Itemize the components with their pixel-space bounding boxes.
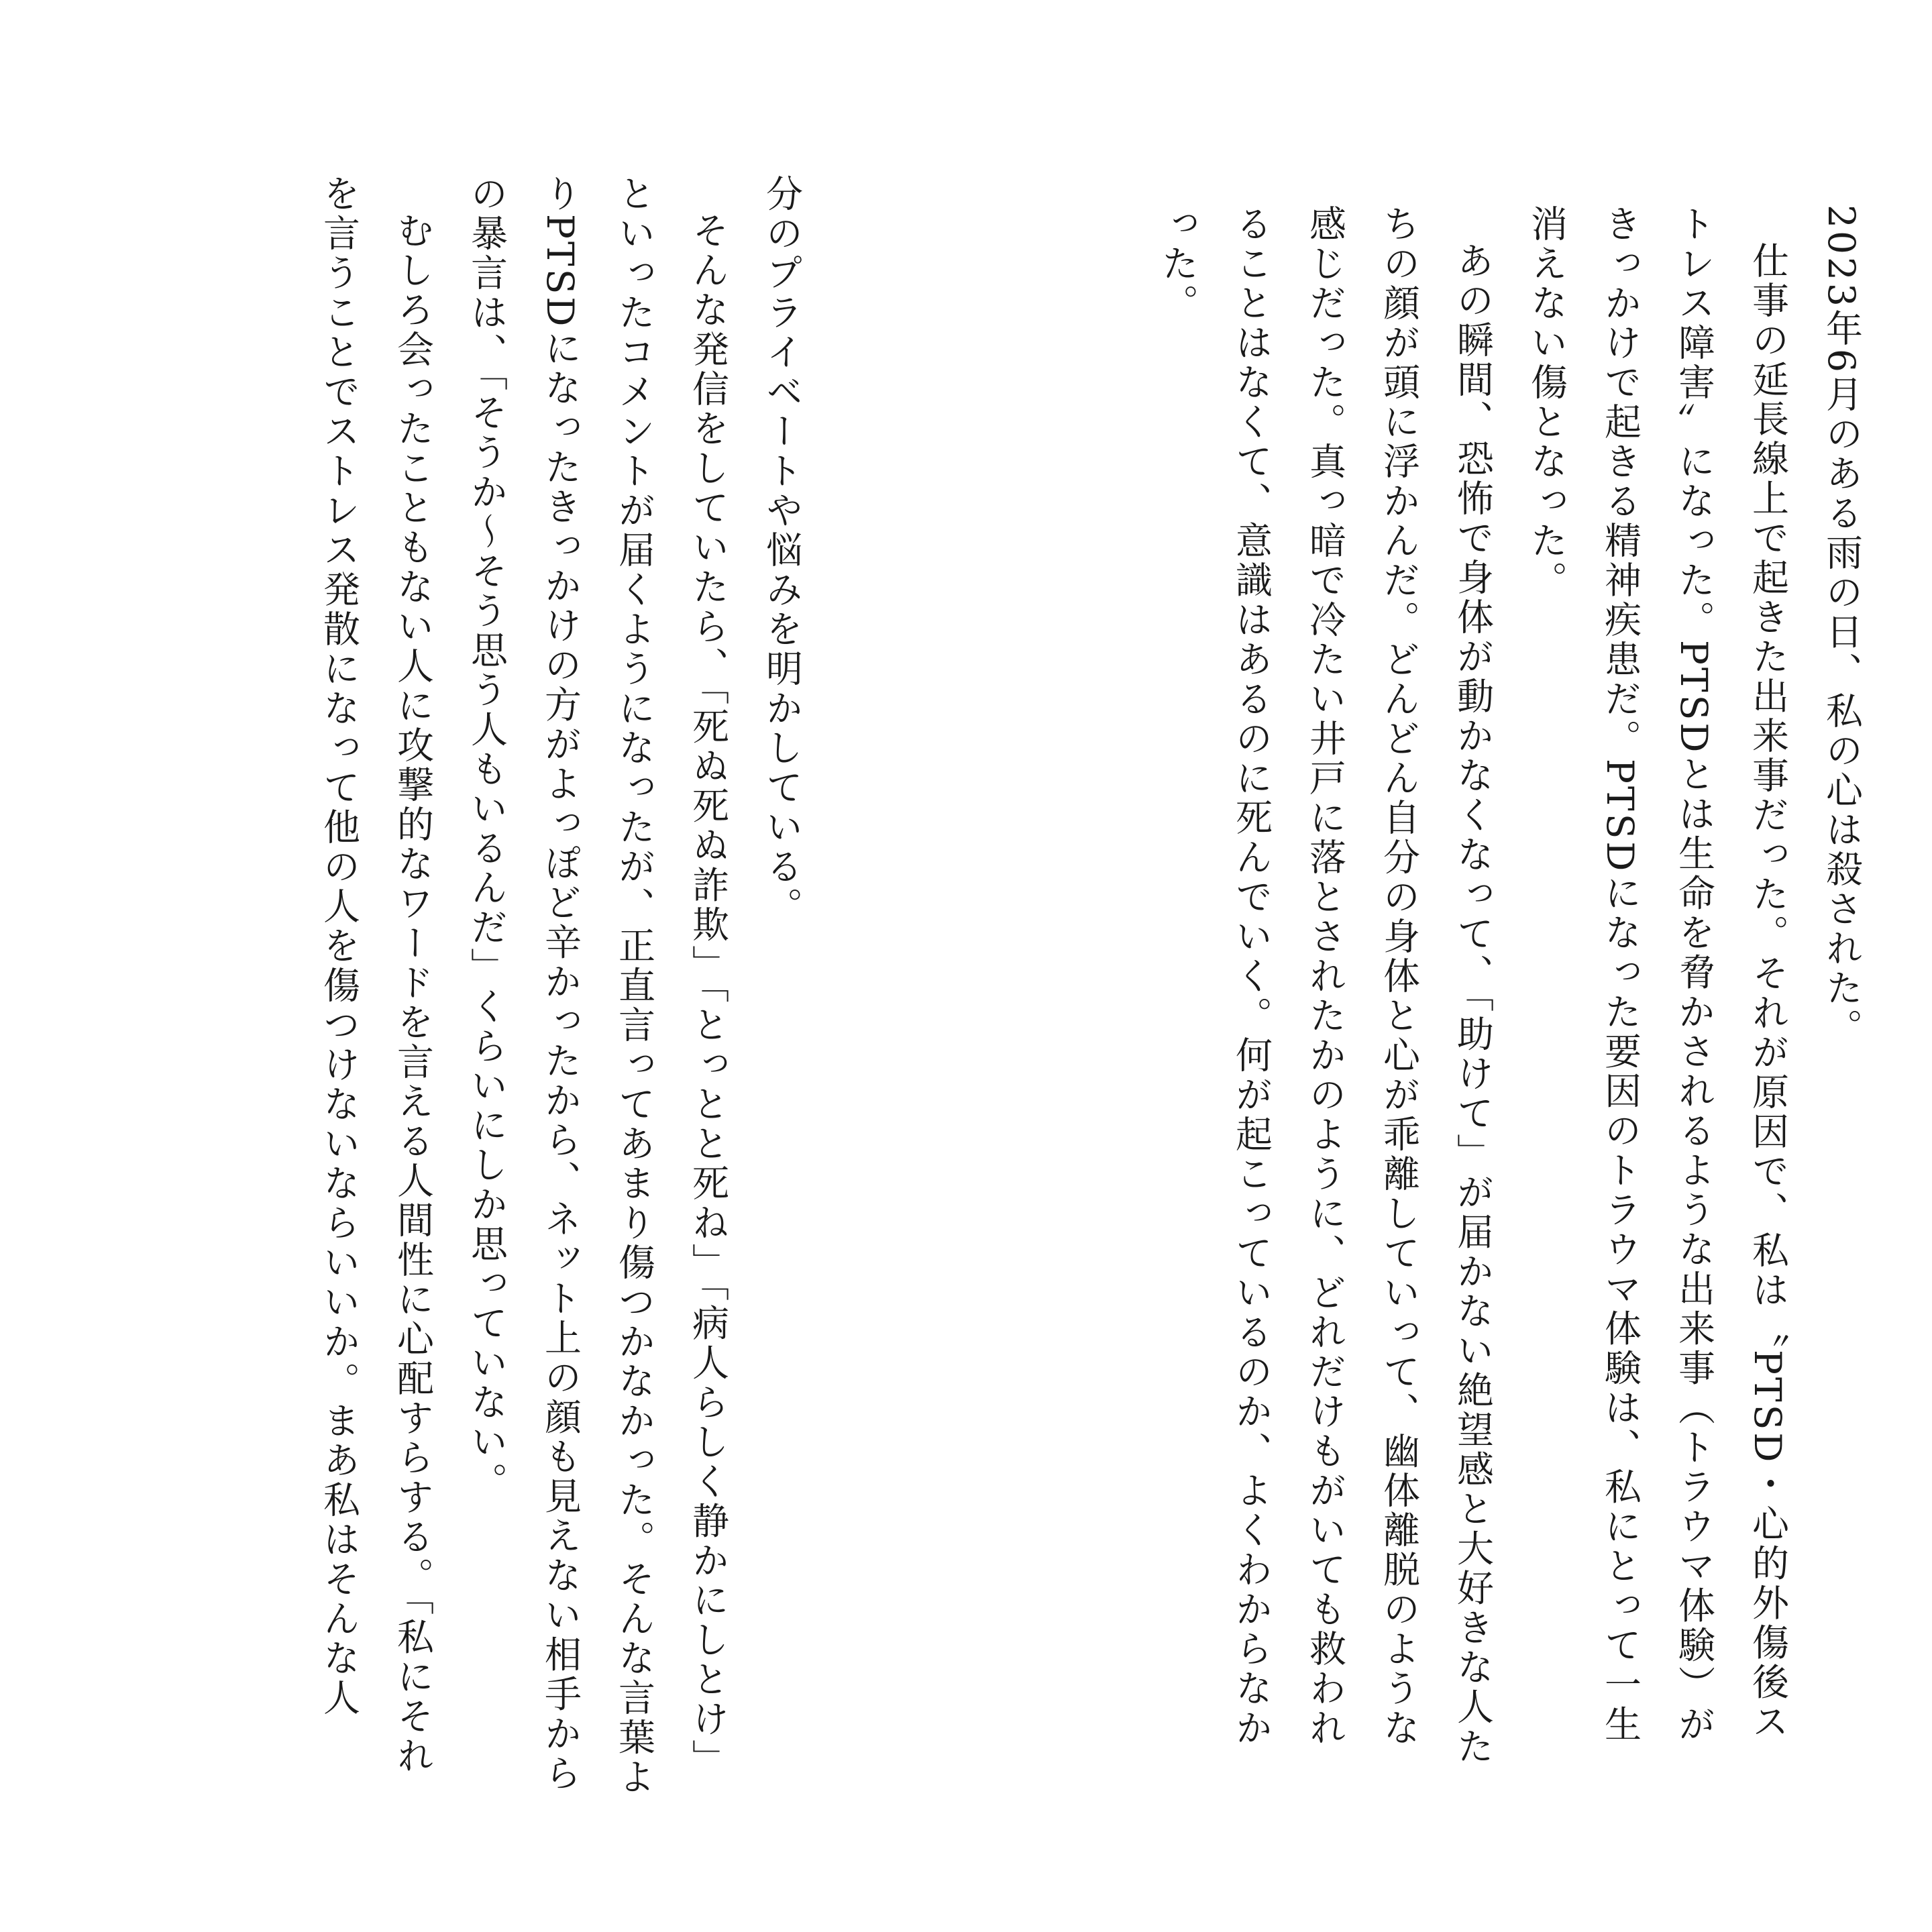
- paragraph-trauma-moment: あの瞬間、恐怖で身体が動かなくなって、「助けて」が届かない絶望感と大好きな人たちの顔が頭に浮かんだ。どんどん自分の身体と心が乖離していって、幽体離脱のような感じだった。真っ暗で冷たい井戸に落とされたかのように、どれだけもがいても救われることはなくて、意識はあるのに死んでいく。何が起こっているのか、よくわからなかった。: [1156, 205, 1494, 1767]
- paragraph-online-comments: そんな発信をしていたら、「死ぬ死ぬ詐欺」「とっとと死ね」「病人らしく静かにしとけ」といったコメントが届くようになったが、正直言ってあまり傷つかなかった。そんな言葉よりPTSDになったきっかけの方がよっぽど辛かったから、ネット上の顔も見えない相手からの暴言は、「そうか〜そう思う人もいるんだ」くらいにしか思っていない。: [465, 174, 729, 1797]
- continued-line: 分のプライベートや悩みを明かしている。: [760, 174, 803, 926]
- paragraph-ptsd-definition: 仕事の延長線上で起きた出来事だった。それが原因で、私は〝PTSD・心的外傷後ストレス障害〟になった。PTSDとは生命を脅かされるような出来事（トラウマ体験）がきっかけで起きる精神疾患だ。PTSDになった要因のトラウマ体験は、私にとって一生消えない傷となった。: [1525, 205, 1789, 1745]
- lower-text-block: [302, 174, 818, 1811]
- upper-text-block: [1140, 205, 1878, 1781]
- opening-line: 2023年6月のある雨の日、私の心は殺された。: [1820, 205, 1863, 1048]
- paragraph-attackers: むしろ会ったこともない人に攻撃的なワードを言える人間性に心配すらする。「私にそれを言うことでストレス発散になって他の人を傷つけないならいいか。まあ私はそんな人: [317, 174, 434, 1776]
